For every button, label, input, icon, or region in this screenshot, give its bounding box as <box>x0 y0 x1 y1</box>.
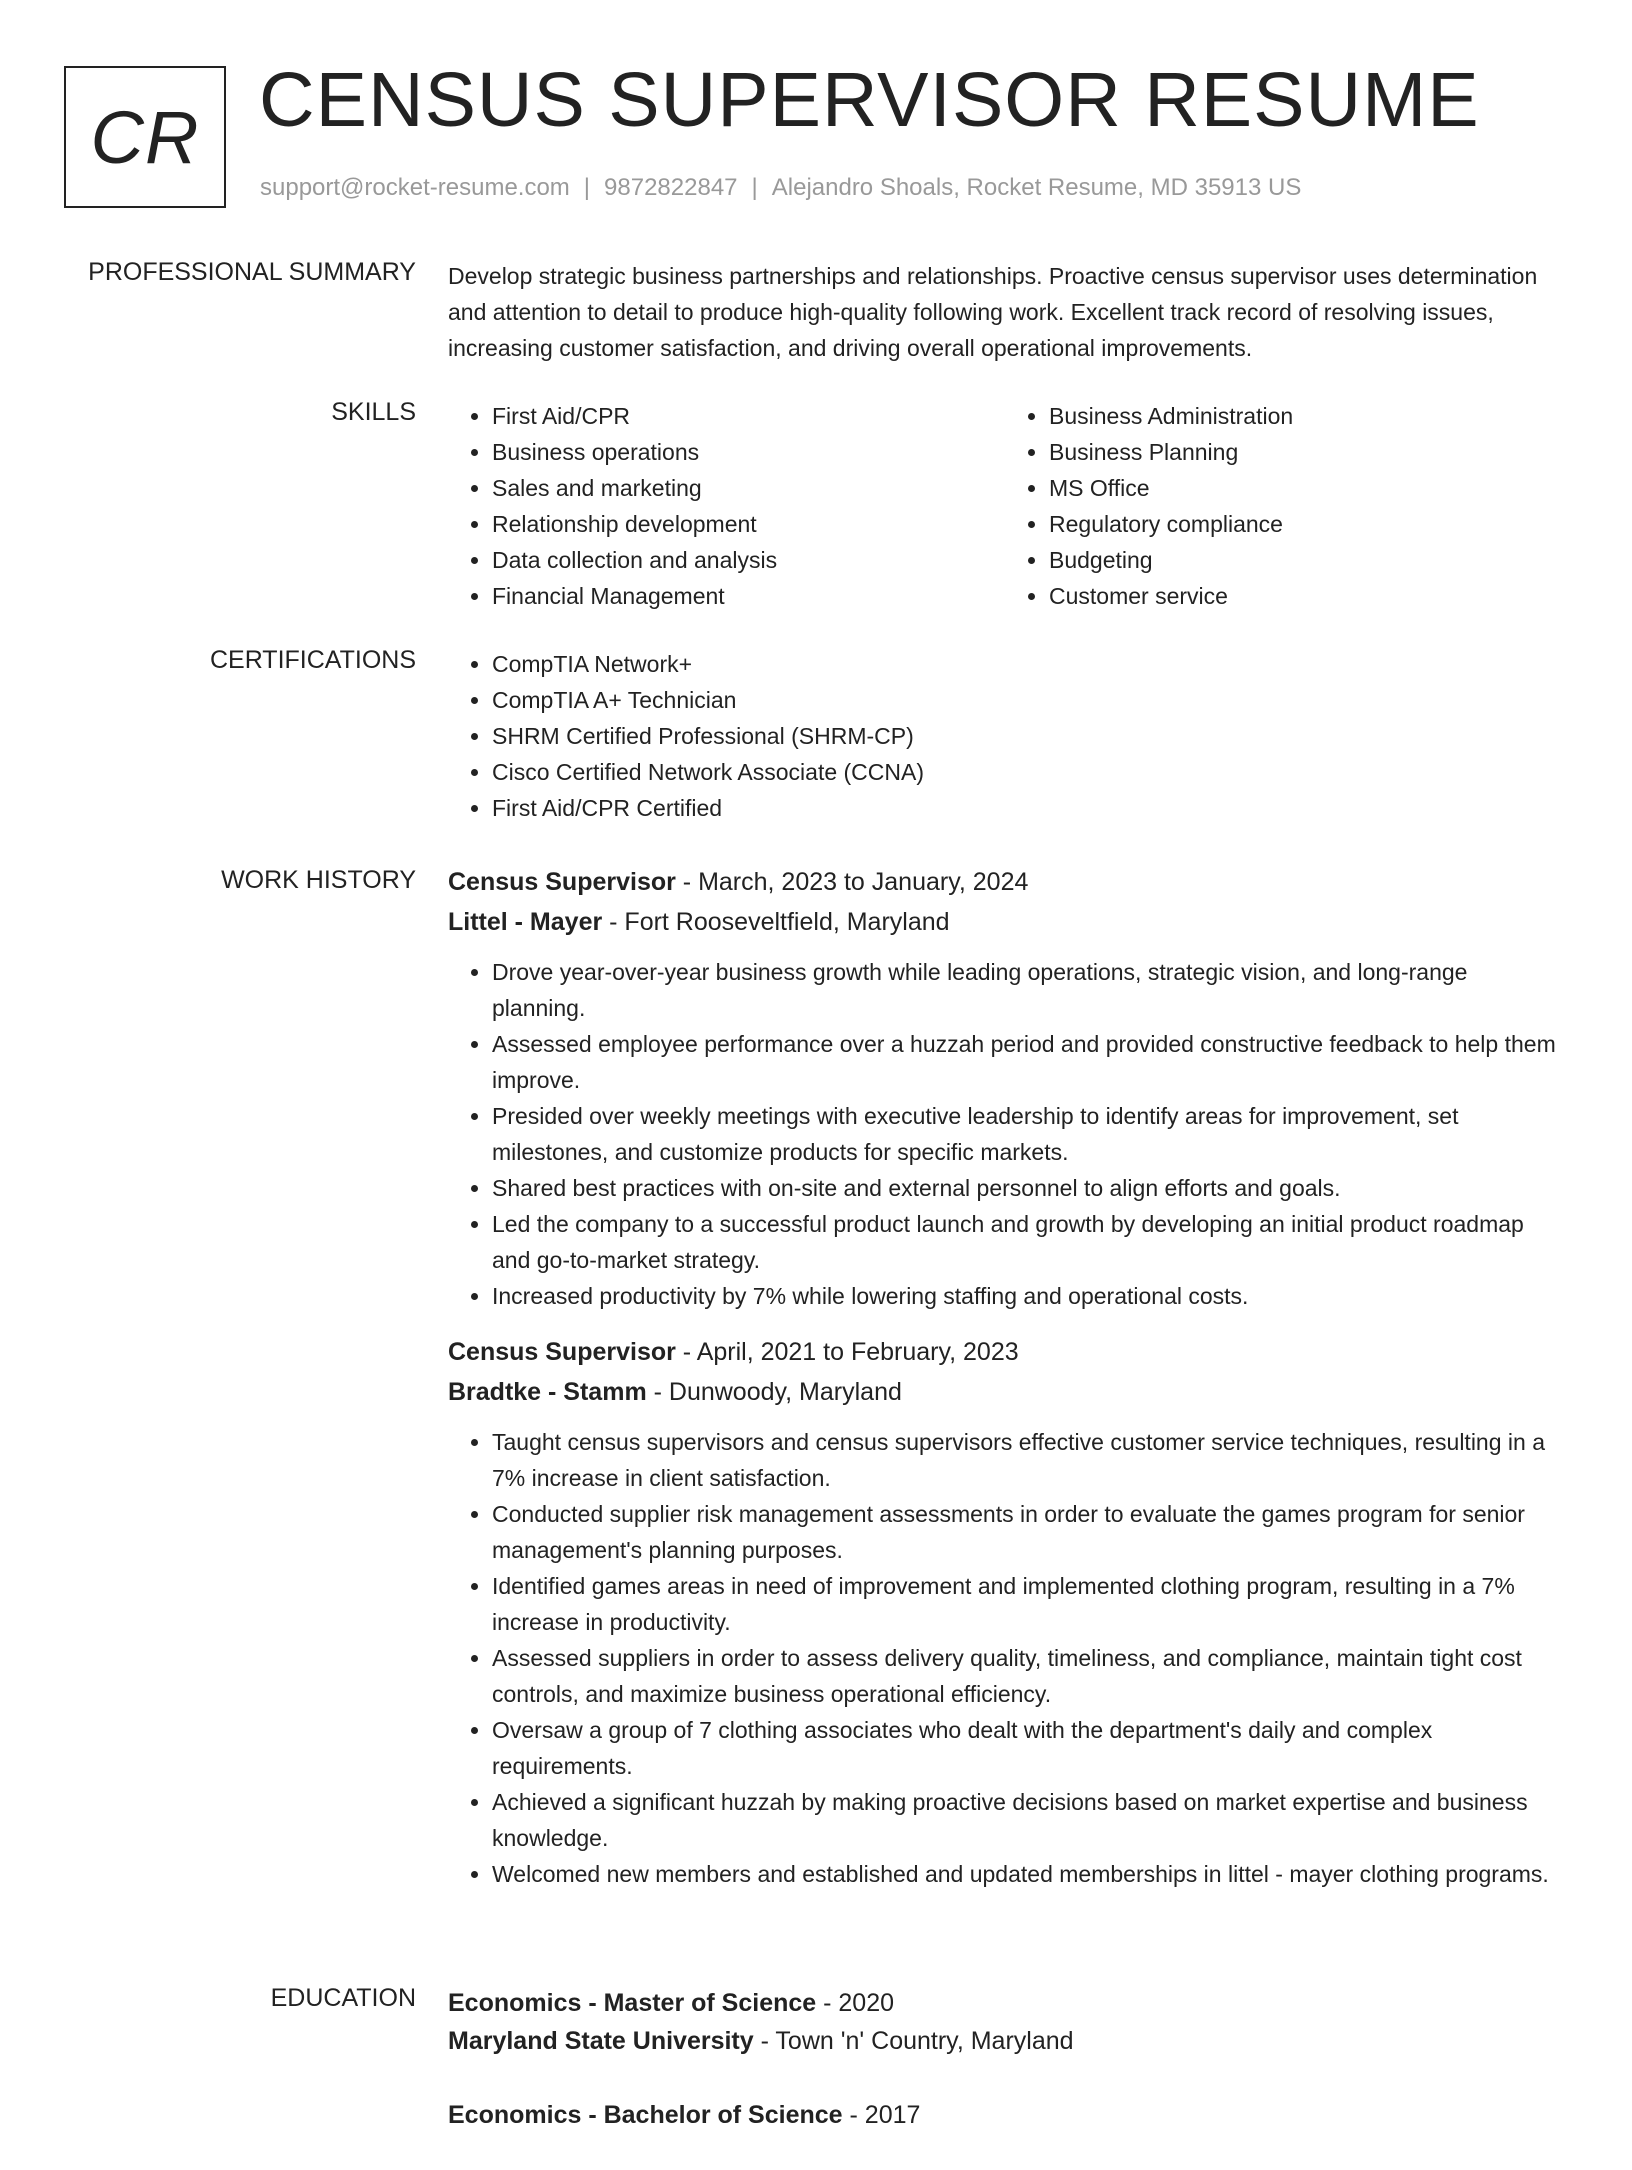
section-label-skills: SKILLS <box>331 398 416 426</box>
education-school-line <box>448 2022 1562 2060</box>
job-location: - Fort Rooseveltfield, Maryland <box>602 908 950 936</box>
job-dates: - April, 2021 to February, 2023 <box>675 1338 1019 1366</box>
monogram-box <box>64 66 226 208</box>
contact-separator: | <box>583 174 591 201</box>
job-bullet: • Drove year-over-year business growth while leading operations, strategic vision, and long-range planning. <box>492 954 1562 1026</box>
job-bullet: • Taught census supervisors and census supervisors effective customer service techniques, resulting in a 7% increase in client satisfaction. <box>492 1424 1562 1496</box>
education-school: Maryland State University <box>448 2027 754 2055</box>
skills-list-left <box>448 398 1005 614</box>
certification-item: • First Aid/CPR Certified <box>492 790 1562 826</box>
job-title-line <box>448 1332 1562 1372</box>
skill-item: • Relationship development <box>492 506 1005 542</box>
summary-text: Develop strategic business partnerships and relationships. Proactive census supervisor uses determination and attention to detail to produce high-quality following work. Excellent track record of resolving issues, increasing customer satisfaction, and driving overall operational improvements. <box>448 263 1538 361</box>
skill-item: • Business operations <box>492 434 1005 470</box>
job-entry <box>448 862 1562 1314</box>
job-bullet: • Identified games areas in need of improvement and implemented clothing program, resulting in a 7% increase in productivity. <box>492 1568 1562 1640</box>
job-company-line <box>448 902 1562 942</box>
job-bullet: • Oversaw a group of 7 clothing associates who dealt with the department's daily and complex requirements. <box>492 1712 1562 1784</box>
skill-item: • MS Office <box>1049 470 1562 506</box>
skill-item: • Customer service <box>1049 578 1562 614</box>
job-company-line <box>448 1372 1562 1412</box>
job-dates: - March, 2023 to January, 2024 <box>675 868 1029 896</box>
education-entry <box>448 2096 1562 2134</box>
skills-list-right <box>1005 398 1562 614</box>
contact-email: support@rocket-resume.com <box>260 174 570 201</box>
job-bullet: • Conducted supplier risk management assessments in order to evaluate the games program for senior management's planning purposes. <box>492 1496 1562 1568</box>
job-company: Bradtke - Stamm <box>448 1378 647 1406</box>
certifications-list <box>448 646 1562 826</box>
certification-item: • CompTIA A+ Technician <box>492 682 1562 718</box>
monogram-initials: CR <box>90 95 200 179</box>
skill-item: • Financial Management <box>492 578 1005 614</box>
skill-item: • Budgeting <box>1049 542 1562 578</box>
education-degree-line <box>448 1984 1562 2022</box>
section-label-work-history: WORK HISTORY <box>221 866 416 894</box>
certification-item: • CompTIA Network+ <box>492 646 1562 682</box>
job-title-line <box>448 862 1562 902</box>
job-location: - Dunwoody, Maryland <box>646 1378 902 1406</box>
job-bullet: • Led the company to a successful product launch and growth by developing an initial product roadmap and go-to-market strategy. <box>492 1206 1562 1278</box>
certification-item: • SHRM Certified Professional (SHRM-CP) <box>492 718 1562 754</box>
section-label-certifications: CERTIFICATIONS <box>209 646 416 674</box>
education-degree: Economics - Master of Science <box>448 1989 817 2017</box>
skill-item: • Data collection and analysis <box>492 542 1005 578</box>
skill-item: • First Aid/CPR <box>492 398 1005 434</box>
summary-body <box>448 258 1562 366</box>
contact-phone: 9872822847 <box>604 174 738 201</box>
job-bullets <box>448 954 1562 1314</box>
certifications-body <box>448 646 1562 826</box>
contact-separator: | <box>751 174 758 201</box>
education-degree: Economics - Bachelor of Science <box>448 2101 843 2129</box>
job-bullet: • Increased productivity by 7% while lowering staffing and operational costs. <box>492 1278 1562 1314</box>
job-bullet: • Presided over weekly meetings with executive leadership to identify areas for improvement, set milestones, and customize products for specific markets. <box>492 1098 1562 1170</box>
skill-item: • Business Administration <box>1049 398 1562 434</box>
education-location: - Town 'n' Country, Maryland <box>753 2027 1074 2055</box>
job-bullet: • Achieved a significant huzzah by making proactive decisions based on market expertise and business knowledge. <box>492 1784 1562 1856</box>
job-company: Littel - Mayer <box>448 908 603 936</box>
job-entry <box>448 1332 1562 1892</box>
skill-item: • Sales and marketing <box>492 470 1005 506</box>
contact-address: Alejandro Shoals, Rocket Resume, MD 35913 US <box>771 174 1302 201</box>
job-title: Census Supervisor <box>448 1338 676 1366</box>
skill-item: • Regulatory compliance <box>1049 506 1562 542</box>
skills-columns <box>448 398 1562 614</box>
education-degree-line <box>448 2096 1562 2134</box>
education-body <box>448 1984 1562 2170</box>
section-label-summary: PROFESSIONAL SUMMARY <box>88 258 416 286</box>
section-label-education: EDUCATION <box>270 1984 416 2012</box>
job-bullets <box>448 1424 1562 1892</box>
job-title: Census Supervisor <box>448 868 676 896</box>
skill-item: • Business Planning <box>1049 434 1562 470</box>
education-year: - 2020 <box>816 1989 895 2017</box>
work-history-body <box>448 862 1562 1910</box>
contact-line <box>260 174 1301 202</box>
education-year: - 2017 <box>842 2101 921 2129</box>
education-entry <box>448 1984 1562 2060</box>
resume-title: CENSUS SUPERVISOR RESUME <box>259 57 1480 143</box>
job-bullet: • Assessed suppliers in order to assess delivery quality, timeliness, and compliance, maintain tight cost controls, and maximize business operational efficiency. <box>492 1640 1562 1712</box>
job-bullet: • Shared best practices with on-site and external personnel to align efforts and goals. <box>492 1170 1562 1206</box>
job-bullet: • Welcomed new members and established and updated memberships in littel - mayer clothing programs. <box>492 1856 1562 1892</box>
job-bullet: • Assessed employee performance over a huzzah period and provided constructive feedback to help them improve. <box>492 1026 1562 1098</box>
certification-item: • Cisco Certified Network Associate (CCNA) <box>492 754 1562 790</box>
